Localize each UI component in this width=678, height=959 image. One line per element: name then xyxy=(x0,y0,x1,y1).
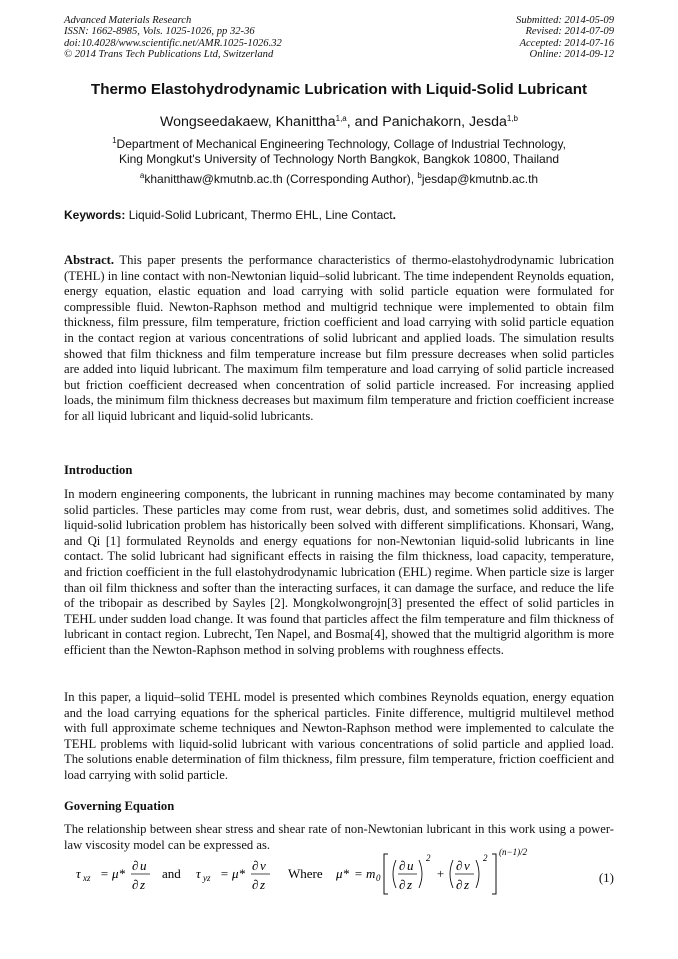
eq-u-1: u xyxy=(140,858,147,873)
paper-title: Thermo Elastohydrodynamic Lubrication with Liquid-Solid Lubricant xyxy=(90,81,588,98)
eq-partial-z-4: ∂ xyxy=(456,877,463,892)
eq-m-subscript: 0 xyxy=(376,873,381,883)
eq-v-1: v xyxy=(260,858,266,873)
eq-exponent: (n−1)/2 xyxy=(499,847,528,857)
eq-z-3: z xyxy=(407,877,413,892)
keywords-label: Keywords: xyxy=(64,208,126,222)
email-a-marker: a xyxy=(139,171,145,180)
keywords xyxy=(64,208,396,222)
eq-right-paren-1 xyxy=(419,860,422,888)
eq-z-2: z xyxy=(260,877,266,892)
eq-tau-2: τ xyxy=(196,866,201,881)
eq-right-paren-2 xyxy=(476,860,479,888)
eq-v-2: v xyxy=(464,858,470,873)
affil-line-1: Department of Mechanical Engineering Technology, Collage of Industrial Technology, xyxy=(116,137,566,151)
affiliation xyxy=(0,137,678,167)
eq-sub-yz: yz xyxy=(203,873,211,883)
equation-number: (1) xyxy=(598,870,614,885)
journal-info xyxy=(64,15,282,61)
equation-1 xyxy=(64,846,614,898)
eq-partial-z-3: ∂ xyxy=(399,877,406,892)
email-b: jesdap@kmutnb.ac.th xyxy=(421,172,539,186)
submission-dates xyxy=(516,15,614,61)
accepted-date: Accepted: 2014-07-16 xyxy=(519,37,614,49)
eq-left-paren-1 xyxy=(393,860,396,888)
introduction-paragraph-1: In modern engineering components, the lubricant in running machines may become contaminated by many solid particles. These particles may come from rust, wear debris, dust, and sometimes solid additives. The liquid-solid lubrication problem has historically been solved with different simplifications. Khonsari, Wang, and Qi [1] formulated Reynolds and energy equations for non-Newtonian liquid-solid lubricants in line contact. The solid lubricant had significant effects in raising the film thickness, load capacity, temperature, and friction coefficient in the full elastohydrodynamic lubrication (EHL) regime. When particle size is larger than oil film thickness and softer than the interacting surfaces, it can damage the surface, and reduce the life of the tribopair as described by Sayles [2]. Mongkolwongrojn[3] presented the effect of solid particles in TEHL under sudden load change. It was found that particles affect the film temperature and film thickness of lubricant in contact region. Lubrecht, Ten Napel, and Bosma[4], showed that the multigrid algorithm is more efficient than the Newton-Raphson method in solving problems with roughness effects. xyxy=(64,487,614,657)
email-b-marker: b xyxy=(417,171,422,180)
eq-partial-z-2: ∂ xyxy=(252,877,259,892)
doi-line: doi:10.4028/www.scientific.net/AMR.1025-1026.32 xyxy=(64,37,282,49)
eq-mu-star-3: μ* xyxy=(336,866,350,881)
online-date: Online: 2014-09-12 xyxy=(529,49,614,61)
governing-equation-heading: Governing Equation xyxy=(64,799,175,813)
eq-plus: + xyxy=(436,866,445,881)
author-2: Panichakorn, Jesda xyxy=(382,114,507,130)
eq-z-4: z xyxy=(464,877,470,892)
eq-left-paren-2 xyxy=(450,860,453,888)
introduction-paragraph-2: In this paper, a liquid–solid TEHL model is presented which combines Reynolds equation, energy equation and the load carrying equations for the spherical particles. Finite difference, multigrid multilevel method with full approximate scheme techniques and Newton-Raphson method were implemented to calculate the TEHL problems with liquid-solid lubricant with various concentrations of solid particle and applied load. The solutions enable determination of film thickness, film pressure, film temperature, friction coefficient and load carrying with solid particle. xyxy=(64,690,614,782)
governing-paragraph: The relationship between shear stress and shear rate of non-Newtonian lubricant in this work using a power-law viscosity model can be expressed as. xyxy=(64,822,614,852)
author-emails xyxy=(0,172,678,186)
eq-equals-2: = xyxy=(220,866,229,881)
affil-line-2: King Mongkut's University of Technology North Bangkok, Bangkok 10800, Thailand xyxy=(118,152,560,166)
eq-and: and xyxy=(162,866,181,881)
eq-square-1: 2 xyxy=(426,853,431,863)
eq-mu-star-1: μ* xyxy=(112,866,126,881)
eq-mu-star-2: μ* xyxy=(232,866,246,881)
keywords-end: . xyxy=(392,208,396,222)
eq-equals-3: = xyxy=(354,866,363,881)
revised-date: Revised: 2014-07-09 xyxy=(525,26,614,38)
introduction-heading: Introduction xyxy=(64,463,133,477)
eq-partial-v-d: ∂ xyxy=(252,858,259,873)
eq-partial-z-1: ∂ xyxy=(132,877,139,892)
eq-tau-1: τ xyxy=(76,866,81,881)
eq-where: Where xyxy=(288,866,323,881)
abstract-label: Abstract. xyxy=(64,253,115,267)
eq-sub-xz: xz xyxy=(83,873,91,883)
copyright-line: © 2014 Trans Tech Publications Ltd, Switzerland xyxy=(64,49,274,61)
email-a: khanitthaw@kmutnb.ac.th (Corresponding Author), xyxy=(144,172,418,186)
affil-marker: 1 xyxy=(112,136,117,145)
eq-equals-1: = xyxy=(100,866,109,881)
eq-right-bracket xyxy=(492,854,496,894)
eq-m: m xyxy=(366,866,376,881)
equation-1-formula xyxy=(74,846,594,898)
author-1-affil: 1,a xyxy=(335,114,347,123)
eq-z-1: z xyxy=(140,877,146,892)
journal-name: Advanced Materials Research xyxy=(64,15,192,26)
eq-partial-v-2: ∂ xyxy=(456,858,463,873)
author-separator: , and xyxy=(346,114,383,130)
eq-u-2: u xyxy=(407,858,414,873)
author-list xyxy=(0,114,678,130)
issn-line: ISSN: 1662-8985, Vols. 1025-1026, pp 32-36 xyxy=(64,26,255,38)
submitted-date: Submitted: 2014-05-09 xyxy=(516,15,614,26)
eq-partial-u-2: ∂ xyxy=(399,858,406,873)
author-1: Wongseedakaew, Khanittha xyxy=(159,114,336,130)
eq-square-2: 2 xyxy=(483,853,488,863)
keywords-text: Liquid-Solid Lubricant, Thermo EHL, Line Contact xyxy=(125,208,393,222)
abstract xyxy=(64,253,614,425)
abstract-text: This paper presents the performance characteristics of thermo-elastohydrodynamic lubrication (TEHL) in line contact with non-Newtonian liquid–solid lubricant. The time independent Reynolds equation, energy equation, elastic equation and load carrying with solid particle equation were formulated for compressible fluid. Newton-Raphson method and multigrid technique were implemented to obtain film thickness, film pressure, film temperature, friction coefficient and load carrying with solid particle equation in the contact region at various concentrations of solid lubricant and applied loads. The simulation results showed that film thickness and film temperature increase but film pressure decreases when solid particles are added into liquid lubricant. The maximum film temperature and load carrying of solid particle increased but friction coefficient decreased when concentration of solid particle increased. For increasing applied loads, the minimum film thickness decreases but maximum film temperature and friction coefficient increase for all liquid lubricant and liquid-solid lubricants. xyxy=(64,253,614,423)
eq-partial-u-d: ∂ xyxy=(132,858,139,873)
author-2-affil: 1,b xyxy=(506,114,518,123)
eq-left-bracket xyxy=(384,854,388,894)
